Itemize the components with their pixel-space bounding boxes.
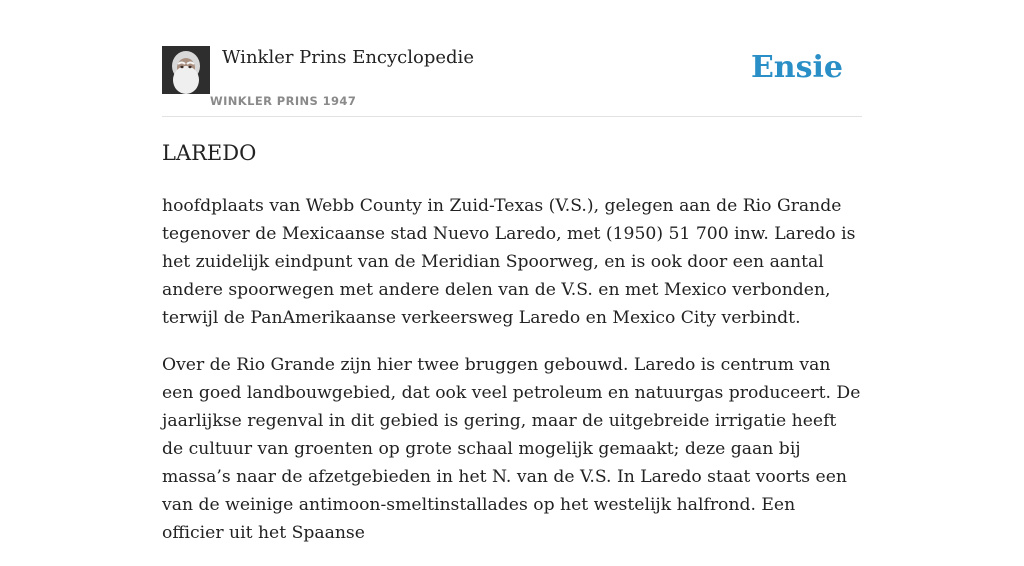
- page: [162, 0, 862, 543]
- article-paragraph: Over de Rio Grande zijn hier twee bruggen gebouwd. Laredo is centrum van een goed landbouwgebied, dat ook veel petroleum en natuurgas produceert. De jaarlijkse regenval in dit gebied is gering, maar de uitgebreide irrigatie heeft de cultuur van groenten op grote schaal mogelijk gemaakt; deze gaan bij massa’s naar de afzetgebieden in het N. van de V.S. In Laredo staat voorts een van de weinige antimoon-smeltinstallades op het westelijk halfrond. Een officier uit het Spaanse: [162, 355, 861, 543]
- site-title[interactable]: Winkler Prins Encyclopedie: [222, 47, 474, 68]
- article-body: [162, 192, 862, 566]
- article-title: LAREDO: [162, 141, 257, 165]
- article-paragraph: hoofdplaats van Webb County in Zuid-Texas (V.S.), gelegen aan de Rio Grande tegenover de Mexicaanse stad Nuevo Laredo, met (1950) 51 700 inw. Laredo is het zuidelijk eindpunt van de Meridian Spoorweg, en is ook door een aantal andere spoorwegen met andere delen van de V.S. en met Mexico verbonden, terwijl de PanAmerikaanse verkeersweg Laredo en Mexico City verbindt.: [162, 196, 856, 328]
- brand-logo[interactable]: Ensie: [750, 50, 843, 85]
- edition-label[interactable]: WINKLER PRINS 1947: [210, 94, 357, 108]
- portrait-icon: [162, 46, 210, 94]
- avatar[interactable]: [162, 46, 210, 94]
- header: [162, 0, 862, 117]
